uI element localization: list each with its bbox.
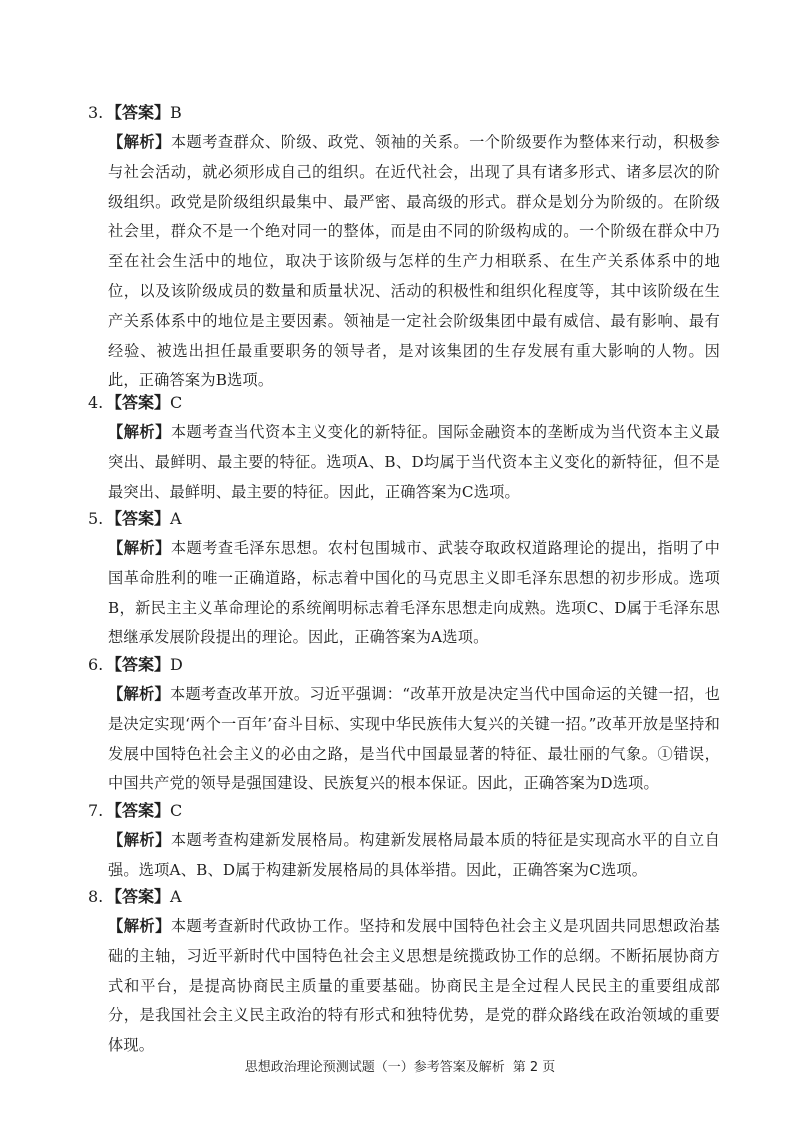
analysis-label: 【解析】 [108, 539, 171, 557]
answer-item-4 [88, 390, 720, 507]
answer-value: D [170, 655, 183, 674]
answer-value: A [170, 887, 182, 906]
answer-label: 【答案】 [106, 393, 171, 412]
analysis-paragraph [108, 128, 720, 396]
answer-item-7 [88, 798, 720, 886]
analysis-paragraph [108, 534, 720, 653]
analysis-text: 本题考查构建新发展格局。构建新发展格局最本质的特征是实现高水平的自立自强。选项A、B、D属于构建新发展格局的具体举措。因此，正确答案为C选项。 [108, 831, 720, 879]
question-number: 5. [88, 509, 104, 528]
answer-line [88, 506, 720, 532]
answer-label: 【答案】 [106, 655, 171, 674]
answer-item-5 [88, 506, 720, 653]
answer-line [88, 390, 720, 416]
analysis-paragraph [108, 418, 720, 507]
answer-label: 【答案】 [106, 887, 171, 906]
question-number: 8. [88, 887, 104, 906]
question-number: 3. [88, 103, 104, 122]
analysis-label: 【解析】 [108, 917, 171, 935]
page-number: 第 2 页 [512, 1060, 556, 1075]
footer-title: 思想政治理论预测试题（一）参考答案及解析 [244, 1060, 505, 1075]
analysis-text: 本题考查新时代政协工作。坚持和发展中国特色社会主义是巩固共同思想政治基础的主轴，习近平新时代中国特色社会主义思想是统揽政协工作的总纲。不断拓展协商方式和平台，是提高协商民主质量的重要基础。协商民主是全过程人民民主的重要组成部分，是我国社会主义民主政治的特有形式和独特优势，是党的群众路线在政治领域的重要体现。 [108, 917, 720, 1055]
answer-line [88, 652, 720, 678]
answer-item-6 [88, 652, 720, 799]
answer-value: C [170, 393, 183, 412]
answer-item-3 [88, 100, 720, 396]
analysis-label: 【解析】 [108, 133, 171, 151]
analysis-text: 本题考查毛泽东思想。农村包围城市、武装夺取政权道路理论的提出，指明了中国革命胜利的唯一正确道路，标志着中国化的马克思主义即毛泽东思想的初步形成。选项B，新民主主义革命理论的系统阐明标志着毛泽东思想走向成熟。选项C、D属于毛泽东思想继承发展阶段提出的理论。因此，正确答案为A选项。 [108, 539, 720, 647]
question-number: 7. [88, 801, 104, 820]
analysis-label: 【解析】 [108, 685, 170, 703]
analysis-paragraph [108, 912, 720, 1061]
analysis-text: 本题考查当代资本主义变化的新特征。国际金融资本的垄断成为当代资本主义最突出、最鲜明、最主要的特征。选项A、B、D均属于当代资本主义变化的新特征，但不是最突出、最鲜明、最主要的特征。因此，正确答案为C选项。 [108, 423, 720, 501]
analysis-text: 本题考查群众、阶级、政党、领袖的关系。一个阶级要作为整体来行动，积极参与社会活动，就必须形成自己的组织。在近代社会，出现了具有诸多形式、诸多层次的阶级组织。政党是阶级组织最集中、最严密、最高级的形式。群众是划分为阶级的。在阶级社会里，群众不是一个绝对同一的整体，而是由不同的阶级构成的。一个阶级在群众中乃至在社会生活中的地位，取决于该阶级与怎样的生产力相联系、在生产关系体系中的地位，以及该阶级成员的数量和质量状况、活动的积极性和组织化程度等，其中该阶级在生产关系体系中的地位是主要因素。领袖是一定社会阶级集团中最有威信、最有影响、最有经验、被选出担任最重要职务的领导者，是对该集团的生存发展有重大影响的人物。因此，正确答案为B选项。 [108, 133, 720, 390]
question-number: 6. [88, 655, 104, 674]
analysis-text: 本题考查改革开放。习近平强调：“改革开放是决定当代中国命运的关键一招，也是决定实现‘两个一百年’奋斗目标、实现中华民族伟大复兴的关键一招。”改革开放是坚持和发展中国特色社会主义的必由之路，是当代中国最显著的特征、最壮丽的气象。①错误，中国共产党的领导是强国建设、民族复兴的根本保证。因此，正确答案为D选项。 [108, 685, 720, 793]
analysis-paragraph [108, 826, 720, 886]
analysis-label: 【解析】 [108, 423, 171, 441]
question-number: 4. [88, 393, 104, 412]
answer-item-8 [88, 884, 720, 1061]
answer-label: 【答案】 [106, 509, 171, 528]
answer-label: 【答案】 [106, 801, 171, 820]
answer-line [88, 798, 720, 824]
answer-line [88, 100, 720, 126]
answer-label: 【答案】 [106, 103, 171, 122]
answer-line [88, 884, 720, 910]
answer-value: C [170, 801, 183, 820]
answer-value: A [170, 509, 182, 528]
answer-value: B [170, 103, 182, 122]
page-footer [0, 1056, 800, 1075]
analysis-label: 【解析】 [108, 831, 171, 849]
analysis-paragraph [108, 680, 720, 799]
